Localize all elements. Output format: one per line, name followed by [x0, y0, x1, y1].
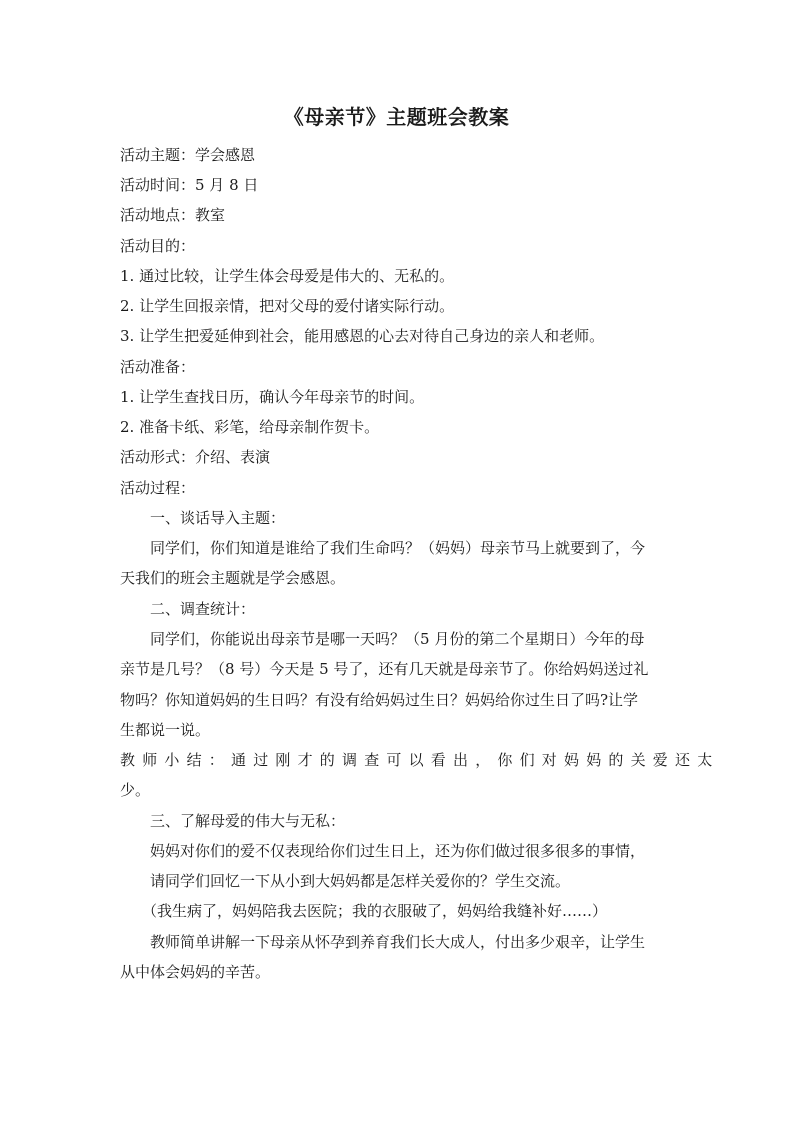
- paragraph-line: 活动地点：教室: [120, 206, 226, 224]
- paragraph-line: 教师小结：通过刚才的调查可以看出，你们对妈妈的关爱还太: [120, 751, 720, 769]
- paragraph-line: 2. 准备卡纸、彩笔，给母亲制作贺卡。: [120, 418, 380, 436]
- paragraph-line: 从中体会妈妈的辛苦。: [120, 963, 271, 981]
- paragraph-line: 妈妈对你们的爱不仅表现给你们过生日上，还为你们做过很多很多的事情，: [150, 842, 646, 860]
- paragraph-line: 3. 让学生把爱延伸到社会，能用感恩的心去对待自己身边的亲人和老师。: [120, 327, 605, 345]
- paragraph-line: 同学们，你们知道是谁给了我们生命吗？（妈妈）母亲节马上就要到了，今: [150, 539, 646, 557]
- paragraph-line: （我生病了，妈妈陪我去医院；我的衣服破了，妈妈给我缝补好……）: [142, 902, 608, 920]
- paragraph-line: 生都说一说。: [120, 721, 211, 739]
- paragraph-line: 三、了解母爱的伟大与无私：: [150, 812, 346, 830]
- paragraph-line: 物吗？你知道妈妈的生日吗？有没有给妈妈过生日？妈妈给你过生日了吗?让学: [120, 691, 639, 709]
- paragraph-line: 天我们的班会主题就是学会感恩。: [120, 569, 346, 587]
- paragraph-line: 活动时间：5 月 8 日: [120, 176, 259, 194]
- paragraph-line: 1. 通过比较，让学生体会母爱是伟大的、无私的。: [120, 267, 455, 285]
- paragraph-line: 活动主题：学会感恩: [120, 146, 256, 164]
- paragraph-line: 教师简单讲解一下母亲从怀孕到养育我们长大成人，付出多少艰辛，让学生: [150, 933, 646, 951]
- paragraph-line: 二、调查统计：: [150, 600, 256, 618]
- paragraph-line: 活动形式：介绍、表演: [120, 448, 271, 466]
- paragraph-line: 活动准备：: [120, 358, 196, 376]
- paragraph-line: 活动过程：: [120, 479, 196, 497]
- paragraph-line: 亲节是几号？（8 号）今天是 5 号了，还有几天就是母亲节了。你给妈妈送过礼: [120, 660, 649, 678]
- paragraph-line: 一、谈话导入主题：: [150, 509, 286, 527]
- paragraph-line: 少。: [120, 781, 151, 799]
- paragraph-line: 活动目的：: [120, 237, 196, 255]
- paragraph-line: 同学们，你能说出母亲节是哪一天吗？（5 月份的第二个星期日）今年的母: [150, 630, 645, 648]
- paragraph-line: 2. 让学生回报亲情，把对父母的爱付诸实际行动。: [120, 297, 455, 315]
- page-title: 《母亲节》主题班会教案: [283, 105, 510, 129]
- paragraph-line: 请同学们回忆一下从小到大妈妈都是怎样关爱你的？学生交流。: [150, 872, 571, 890]
- paragraph-line: 1. 让学生查找日历，确认今年母亲节的时间。: [120, 388, 425, 406]
